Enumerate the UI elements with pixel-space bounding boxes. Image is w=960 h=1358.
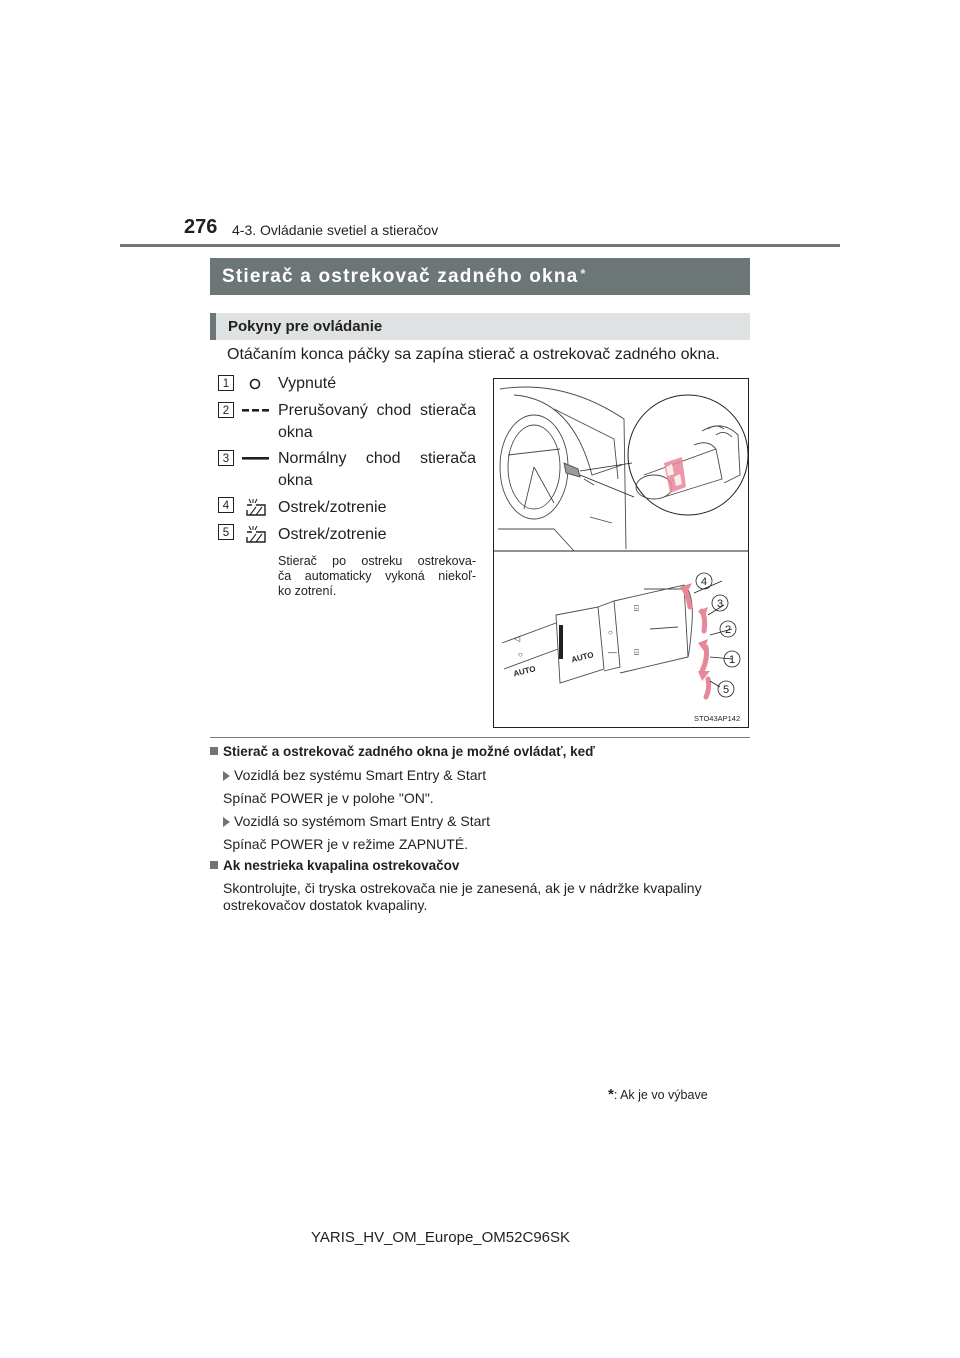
subsection-accent (210, 313, 216, 340)
footnote: *: Ak je vo výbave (608, 1086, 708, 1103)
info-heading-no-fluid: Ak nestrieka kvapalina ostrekovačov (210, 858, 459, 873)
footnote-mark: * (608, 1086, 614, 1103)
mode-label-washer-down: Ostrek/zotrenie (278, 526, 387, 543)
figure-code: STO43AP142 (694, 714, 741, 723)
mode-number-5: 5 (218, 524, 234, 540)
off-circle-icon (248, 377, 262, 391)
section-title: 4-3. Ovládanie svetiel a stieračov (232, 222, 439, 238)
washer-icon (244, 524, 268, 544)
info-heading-operation: Stierač a ostrekovač zadného okna je možné ovládať, keď (210, 744, 595, 759)
mode-label-washer-up: Ostrek/zotrenie (278, 499, 387, 516)
subsection-bar (210, 313, 750, 340)
document-id: YARIS_HV_OM_Europe_OM52C96SK (311, 1229, 571, 1246)
washer-note: Stierač po ostreku ostrekova- ča automaticky vykoná niekoľ- ko zotrení. (278, 554, 476, 598)
svg-text:○: ○ (518, 650, 523, 659)
intro-text: Otáčaním konca páčky sa zapína stierač a ostrekovač zadného okna. (227, 346, 720, 363)
mode-number-4: 4 (218, 497, 234, 513)
mode-label-normal: Normálny chod stierača okna (278, 450, 476, 489)
mode-label-intermittent: Prerušovaný chod stierača okna (278, 402, 476, 441)
wiper-lever-figure (493, 378, 749, 728)
mode-number-2: 2 (218, 402, 234, 418)
auto-label-left: AUTO (512, 664, 537, 679)
svg-text:◁: ◁ (514, 634, 521, 643)
callout-1: 1 (728, 654, 736, 666)
svg-text:⌹: ⌹ (634, 604, 639, 613)
header-divider (120, 244, 840, 247)
callout-5: 5 (722, 684, 730, 696)
section-divider (210, 737, 750, 738)
svg-text:‒‒: ‒‒ (608, 648, 617, 657)
svg-text:○: ○ (608, 628, 613, 637)
subsection-title: Pokyny pre ovládanie (228, 318, 383, 335)
info-bullet-with-smart-entry: Vozidlá so systémom Smart Entry & Start (223, 813, 490, 829)
info-text-check-nozzle-2: ostrekovačov dostatok kvapaliny. (223, 897, 428, 913)
mode-number-3: 3 (218, 450, 234, 466)
info-bullet-without-smart-entry: Vozidlá bez systému Smart Entry & Start (223, 767, 486, 783)
mode-label-off: Vypnuté (278, 375, 337, 392)
info-text-power-mode: Spínač POWER je v režime ZAPNUTÉ. (223, 836, 469, 852)
callout-4: 4 (700, 576, 708, 588)
callout-3: 3 (716, 598, 724, 610)
auto-label-lever: AUTO (570, 650, 595, 665)
normal-line-icon (242, 455, 270, 463)
title-bar (210, 258, 750, 295)
figure-illustration (494, 379, 748, 727)
svg-text:⌹: ⌹ (634, 648, 639, 657)
mode-number-1: 1 (218, 375, 234, 391)
washer-icon (244, 497, 268, 517)
callout-2: 2 (724, 624, 732, 636)
info-text-power-on: Spínač POWER je v polohe "ON". (223, 790, 434, 806)
optional-mark: * (580, 266, 587, 281)
page-number: 276 (184, 216, 218, 238)
page-title: Stierač a ostrekovač zadného okna * (222, 266, 587, 287)
info-text-check-nozzle-1: Skontrolujte, či tryska ostrekovača nie je zanesená, ak je v nádržke kvapaliny (223, 880, 702, 896)
intermittent-dashes-icon (242, 407, 270, 415)
